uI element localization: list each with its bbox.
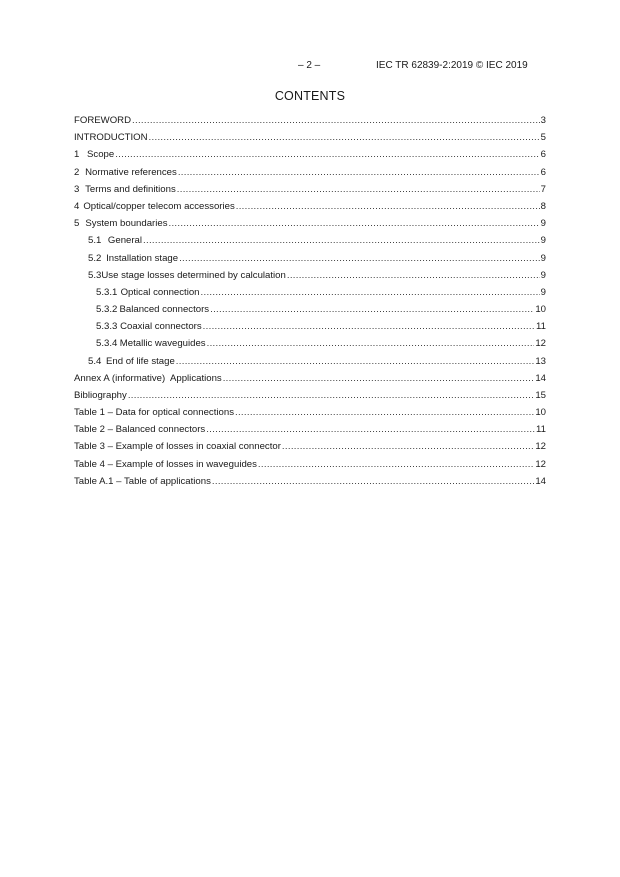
page-header (0, 60, 620, 74)
dot-leader (177, 181, 540, 198)
toc-entry-page: 13 (535, 355, 546, 367)
toc-entry-number: 5.3.2 (96, 304, 118, 316)
list-of-tables (74, 404, 546, 490)
toc-entry-label: Balanced connectors (119, 304, 210, 316)
dot-leader (212, 473, 534, 490)
toc-entry-5-4[interactable] (74, 353, 546, 370)
table-entry-label: Table 3 – Example of losses in coaxial connector (74, 441, 281, 453)
toc-entry-number: 5.1 (88, 235, 102, 247)
toc-entry-page: 3 (540, 115, 546, 126)
dot-leader (178, 164, 540, 181)
toc-entry-page: 7 (540, 183, 546, 195)
dot-leader (201, 284, 540, 301)
toc-entry-label: General (107, 235, 143, 247)
toc-entry-5-2[interactable] (74, 250, 546, 267)
toc-entry-page: 6 (540, 166, 546, 178)
toc-entry-label: FOREWORD (74, 115, 132, 126)
toc-entry-number: 4 (74, 200, 80, 212)
table-entry-1[interactable] (74, 404, 546, 421)
toc-entry-label: Normative references (85, 166, 177, 178)
toc-entry-5-3-3[interactable] (74, 318, 546, 335)
toc-entry-number: 1 (74, 149, 80, 161)
toc-entry-page: 14 (535, 372, 546, 384)
toc-entry-label: System boundaries (85, 218, 168, 230)
toc-entry-page: 9 (540, 218, 546, 230)
dot-leader (235, 404, 534, 421)
dot-leader (207, 335, 535, 352)
toc-entry-number: 5.2 (88, 252, 102, 264)
toc-entry-5-3-2[interactable] (74, 301, 546, 318)
dot-leader (143, 232, 540, 249)
dot-leader (128, 387, 535, 404)
toc-entry-label: INTRODUCTION (74, 132, 148, 144)
table-entry-label: Table 4 – Example of losses in waveguides (74, 458, 257, 470)
toc-entry-5-3-1[interactable] (74, 284, 546, 301)
toc-entry-page: 9 (540, 252, 546, 264)
toc-entry-number: 5.3.3 (96, 321, 118, 333)
toc-entry-foreword[interactable] (74, 112, 546, 129)
toc-entry-5-3-4[interactable] (74, 335, 546, 352)
toc-entry-page: 9 (540, 286, 546, 298)
toc-entry-number: 5.3.1 (96, 286, 118, 298)
table-entry-a1[interactable] (74, 473, 546, 490)
dot-leader (203, 318, 535, 335)
table-entry-page: 11 (536, 424, 546, 436)
toc-entry-page: 11 (536, 321, 546, 333)
toc-entry-2[interactable] (74, 164, 546, 181)
toc-entry-page: 9 (540, 269, 546, 281)
toc-entry-introduction[interactable] (74, 129, 546, 146)
table-entry-page: 12 (535, 441, 546, 453)
table-entry-page: 14 (535, 475, 546, 487)
toc-entry-page: 10 (535, 304, 546, 316)
toc-entry-label: Metallic waveguides (119, 338, 206, 350)
toc-entry-page: 5 (540, 132, 546, 144)
dot-leader (210, 301, 534, 318)
toc-entry-number: 5 (74, 218, 80, 230)
table-entry-page: 12 (535, 458, 546, 470)
dot-leader (206, 421, 535, 438)
toc-entry-annex-a[interactable] (74, 370, 546, 387)
toc-entry-number: 3 (74, 183, 80, 195)
toc-entry-label: Annex A (informative) Applications (74, 372, 222, 384)
toc-entry-bibliography[interactable] (74, 387, 546, 404)
dot-leader (149, 129, 540, 146)
toc-entry-label: Optical/copper telecom accessories (83, 200, 235, 212)
table-entry-label: Table 1 – Data for optical connections (74, 407, 234, 418)
table-entry-label: Table 2 – Balanced connectors (74, 424, 206, 436)
toc-entry-5[interactable] (74, 215, 546, 232)
toc-entry-label: Scope (87, 149, 115, 161)
table-of-contents (74, 112, 546, 404)
toc-entry-5-3[interactable] (74, 267, 546, 284)
dot-leader (223, 370, 535, 387)
toc-entry-number: 2 (74, 166, 80, 178)
table-entry-label: Table A.1 – Table of applications (74, 475, 211, 487)
toc-entry-page: 12 (535, 338, 546, 350)
toc-entry-page: 8 (540, 200, 546, 212)
toc-entry-label: Bibliography (74, 390, 127, 401)
toc-entry-label: Optical connection (120, 286, 200, 298)
dot-leader (236, 198, 540, 215)
table-entry-4[interactable] (74, 456, 546, 473)
dot-leader (132, 112, 540, 129)
toc-entry-number: 5.3 (88, 269, 102, 281)
toc-entry-5-1[interactable] (74, 232, 546, 249)
page-title: CONTENTS (274, 89, 346, 103)
toc-entry-page: 9 (540, 235, 546, 247)
dot-leader (176, 353, 535, 370)
toc-entry-3[interactable] (74, 181, 546, 198)
dot-leader (287, 267, 540, 284)
dot-leader (115, 146, 539, 163)
toc-entry-label: Installation stage (106, 252, 179, 264)
toc-entry-page: 15 (535, 390, 546, 401)
dot-leader (179, 250, 540, 267)
table-entry-3[interactable] (74, 438, 546, 455)
dot-leader (258, 456, 534, 473)
toc-entry-label: Coaxial connectors (120, 321, 202, 333)
dot-leader (282, 438, 534, 455)
dot-leader (169, 215, 540, 232)
table-entry-page: 10 (535, 407, 546, 418)
toc-entry-4[interactable] (74, 198, 546, 215)
document-reference: IEC TR 62839-2:2019 © IEC 2019 (376, 60, 528, 71)
toc-entry-label: End of life stage (105, 355, 175, 367)
table-entry-2[interactable] (74, 421, 546, 438)
toc-entry-label: Use stage losses determined by calculation (101, 269, 286, 281)
toc-entry-number: 5.3.4 (96, 338, 118, 350)
toc-entry-1[interactable] (74, 146, 546, 163)
toc-entry-label: Terms and definitions (85, 183, 176, 195)
toc-entry-number: 5.4 (88, 355, 102, 367)
page-number: – 2 – (298, 60, 321, 71)
toc-entry-page: 6 (540, 149, 546, 161)
